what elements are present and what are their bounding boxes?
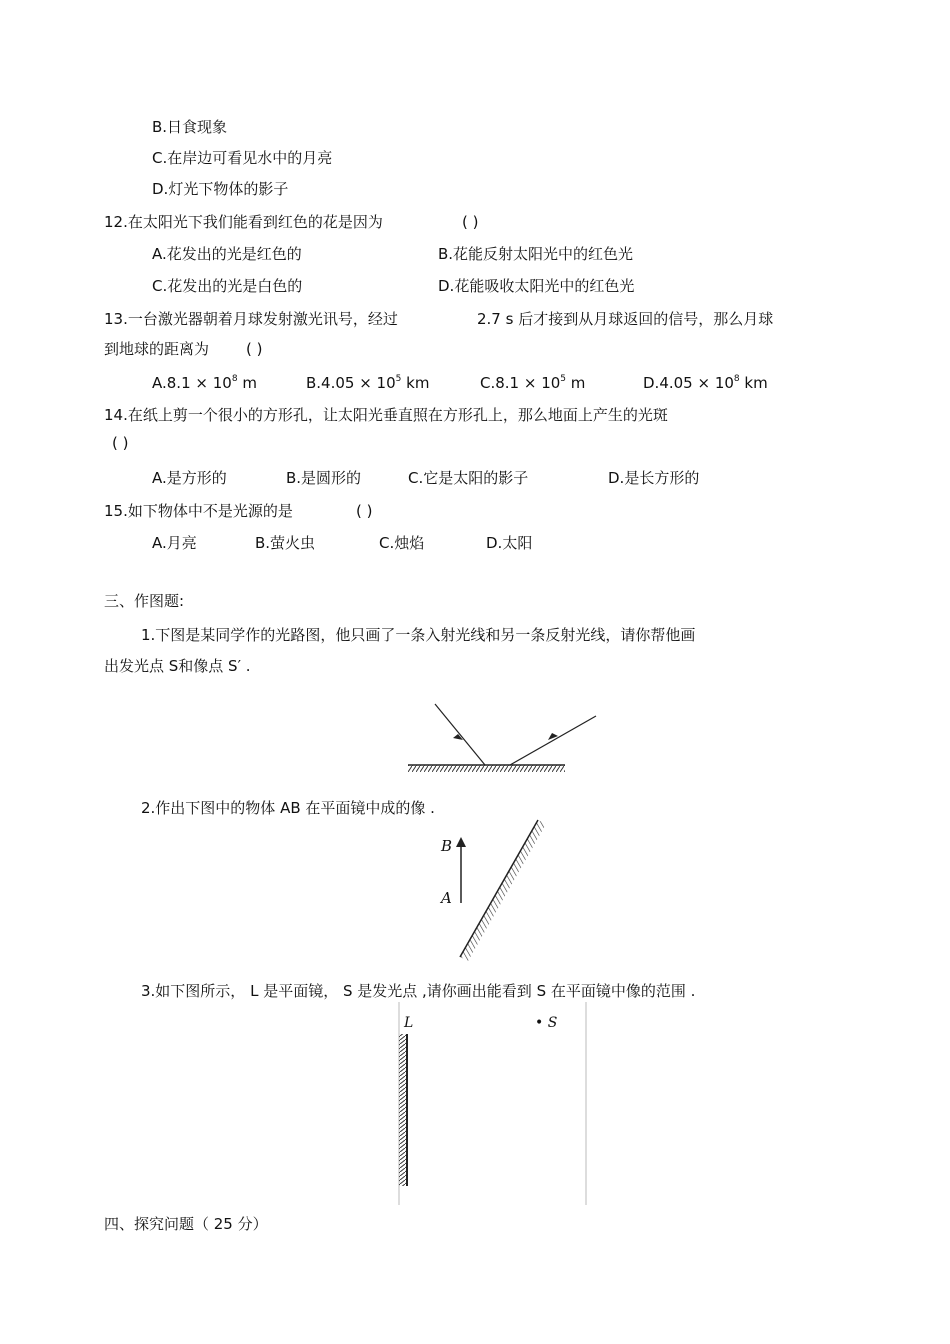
figure1-light-path — [400, 700, 600, 780]
figure2-object-arrow — [456, 837, 466, 847]
q13-option-d: $D.4.05 \times 10^8$ km — [643, 374, 768, 392]
figure3-label-s: • S — [535, 1015, 558, 1031]
q15-option-c: C.烛焰 — [379, 534, 425, 552]
q11-option-d: D.灯光下物体的影子 — [152, 180, 289, 198]
q15-stem: 15.如下物体中不是光源的是 — [104, 502, 293, 520]
q13-stem-part2: 到地球的距离为 — [104, 340, 210, 358]
q12-option-b: B.花能反射太阳光中的红色光 — [438, 245, 634, 263]
figure2-label-b: B — [441, 837, 453, 855]
q13-option-b: $B.4.05 \times 10^5$ km — [306, 374, 430, 392]
q12-option-a: A.花发出的光是红色的 — [152, 245, 302, 263]
q15-option-d: D.太阳 — [486, 534, 533, 552]
q12-stem: 12.在太阳光下我们能看到红色的花是因为 — [104, 213, 383, 231]
q15-option-b: B.萤火虫 — [255, 534, 316, 552]
q12-option-d: D.花能吸收太阳光中的红色光 — [438, 277, 635, 295]
q12-option-c: C.花发出的光是白色的 — [152, 277, 303, 295]
q13-stem-time: 2.7 s 后才接到从月球返回的信号，那么月球 — [477, 310, 774, 328]
figure3-mirror-and-source — [395, 1000, 595, 1210]
figure1-mirror-hatch — [408, 765, 565, 772]
section3-problem1-line1: 1.下图是某同学作的光路图，他只画了一条入射光线和另一条反射光线，请你帮他画 — [141, 626, 696, 644]
q13-answer-paren: ( ) — [246, 340, 263, 358]
figure2-mirror-hatch — [460, 820, 546, 961]
q14-answer-paren: ( ) — [112, 434, 129, 452]
q14-option-a: A.是方形的 — [152, 469, 227, 487]
section3-problem3: 3.如下图所示， L 是平面镜， S 是发光点 ,请你画出能看到 S 在平面镜中像的范围 . — [141, 982, 696, 1000]
section3-problem1-line2: 出发光点 S和像点 S′ . — [104, 657, 251, 675]
q13-option-a: $A.8.1 \times 10^8$ m — [152, 374, 257, 392]
section3-problem2: 2.作出下图中的物体 AB 在平面镜中成的像 . — [141, 799, 435, 817]
q14-stem: 14.在纸上剪一个很小的方形孔，让太阳光垂直照在方形孔上，那么地面上产生的光斑 — [104, 406, 668, 424]
q11-option-c: C.在岸边可看见水中的月亮 — [152, 149, 333, 167]
q11-option-b: B.日食现象 — [152, 118, 228, 136]
section3-title: 三、作图题: — [104, 592, 185, 610]
figure1-incident-ray — [435, 704, 485, 765]
q14-option-b: B.是圆形的 — [286, 469, 362, 487]
figure2-label-a: A — [441, 889, 452, 907]
figure2-mirror-surface — [460, 820, 538, 957]
q14-option-c: C.它是太阳的影子 — [408, 469, 529, 487]
q14-option-d: D.是长方形的 — [608, 469, 700, 487]
q12-answer-paren: ( ) — [462, 213, 479, 231]
figure3-mirror-hatch — [399, 1034, 407, 1186]
section4-title: 四、探究问题（ 25 分） — [104, 1215, 268, 1233]
q15-option-a: A.月亮 — [152, 534, 197, 552]
q13-option-c: $C.8.1 \times 10^5$ m — [480, 374, 586, 392]
figure1-reflected-ray — [510, 716, 596, 765]
figure3-label-l: L — [404, 1015, 414, 1031]
q15-answer-paren: ( ) — [356, 502, 373, 520]
q13-stem-part1: 13.一台激光器朝着月球发射激光讯号，经过 — [104, 310, 398, 328]
